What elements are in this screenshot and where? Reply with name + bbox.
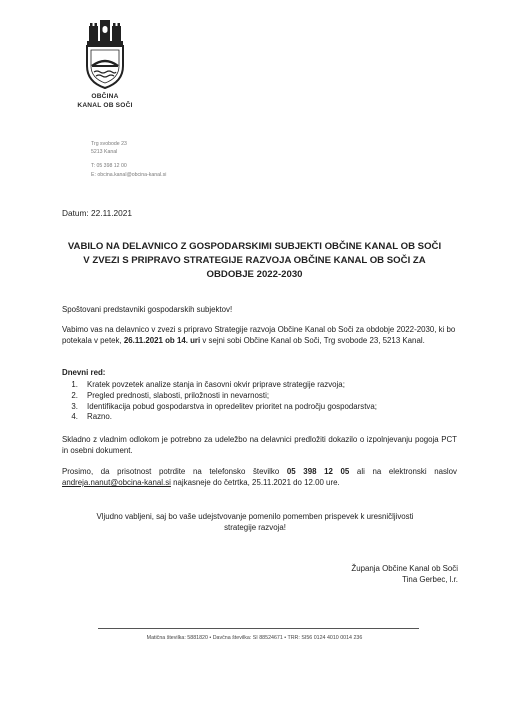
agenda-text: Pregled prednosti, slabosti, priložnosti in nevarnosti; <box>87 390 270 400</box>
invitation-text-2: v sejni sobi Občine Kanal ob Soči, Trg svobode 23, 5213 Kanal. <box>200 335 425 345</box>
address-city: 5213 Kanal <box>91 149 118 156</box>
closing-line-2: strategije razvoja! <box>224 522 286 532</box>
closing-statement <box>80 512 430 534</box>
closing-line-1: Vljudno vabljeni, saj bo vaše udejstvovanje pomenilo pomemben prispevek k uresničljivosti <box>96 512 414 521</box>
agenda-number: 1. <box>71 380 78 389</box>
agenda-number: 3. <box>71 401 78 411</box>
list-item <box>62 391 377 402</box>
agenda-text: Razno. <box>87 412 113 422</box>
rsvp-text-3: najkasneje do četrtka, 25.11.2021 do 12.00 ure. <box>170 477 340 487</box>
list-item <box>62 412 377 423</box>
rsvp-text-2: ali na elektronski naslov <box>349 467 458 476</box>
footer-divider <box>98 628 419 629</box>
signatory-name: Tina Gerbec, l.r. <box>402 574 458 584</box>
signatory-role: Županja Občine Kanal ob Soči <box>351 564 458 573</box>
agenda-title: Dnevni red: <box>62 368 106 377</box>
letterhead-logo <box>77 20 133 110</box>
document-title <box>40 240 469 282</box>
contact-phone: T: 05 398 12 00 <box>91 163 127 170</box>
address-street: Trg svobode 23 <box>91 141 127 147</box>
agenda-number: 4. <box>71 412 78 422</box>
municipal-crest-icon <box>82 20 128 90</box>
rsvp-phone: 05 398 12 05 <box>286 467 350 476</box>
municipality-name-line1: OBČINA <box>91 93 119 100</box>
list-item <box>62 402 377 413</box>
document-date: Datum: 22.11.2021 <box>62 208 132 218</box>
invitation-paragraph <box>62 325 457 347</box>
contact-block <box>91 140 166 179</box>
invitation-text-1: Vabimo vas na delavnico v zvezi s pripravo Strategije razvoja Občine Kanal ob Soči za obdobje 2022-2030, ki bo potekala v petek, <box>62 325 456 345</box>
rsvp-email-link[interactable]: andreja.nanut@obcina-kanal.si <box>62 477 171 487</box>
agenda-text: Identifikacija pobud gospodarstva in opredelitev prioritet na področju gospodarstva; <box>87 401 377 411</box>
agenda-number: 2. <box>71 390 78 400</box>
rsvp-paragraph <box>62 467 457 489</box>
invitation-datetime: 26.11.2021 ob 14. uri <box>123 335 201 345</box>
list-item <box>62 380 377 391</box>
pct-requirement-paragraph: Skladno z vladnim odlokom je potrebno za udeležbo na delavnici predložiti dokazilo o izpolnjevanju pogoja PCT in osebni dokument. <box>62 435 457 455</box>
footer-registry-info: Matična številka: 5881820 • Davčna številka: SI 88524671 • TRR: SI56 0124 4010 0014 236 <box>146 635 363 641</box>
contact-email: E: obcina.kanal@obcina-kanal.si <box>91 171 167 178</box>
title-line-3: OBDOBJE 2022-2030 <box>206 269 303 280</box>
agenda-list <box>62 380 377 423</box>
title-line-1: VABILO NA DELAVNICO Z GOSPODARSKIMI SUBJEKTI OBČINE KANAL OB SOČI <box>67 241 442 252</box>
greeting: Spoštovani predstavniki gospodarskih subjektov! <box>62 305 233 314</box>
title-line-2: V ZVEZI S PRIPRAVO STRATEGIJE RAZVOJA OBČINE KANAL OB SOČI ZA <box>83 255 426 266</box>
rsvp-text-1: Prosimo, da prisotnost potrdite na telefonsko številko <box>62 467 287 476</box>
agenda-text: Kratek povzetek analize stanja in časovni okvir priprave strategije razvoja; <box>87 380 345 389</box>
signature-block <box>322 564 458 586</box>
municipality-name-line2: KANAL OB SOČI <box>77 102 133 109</box>
